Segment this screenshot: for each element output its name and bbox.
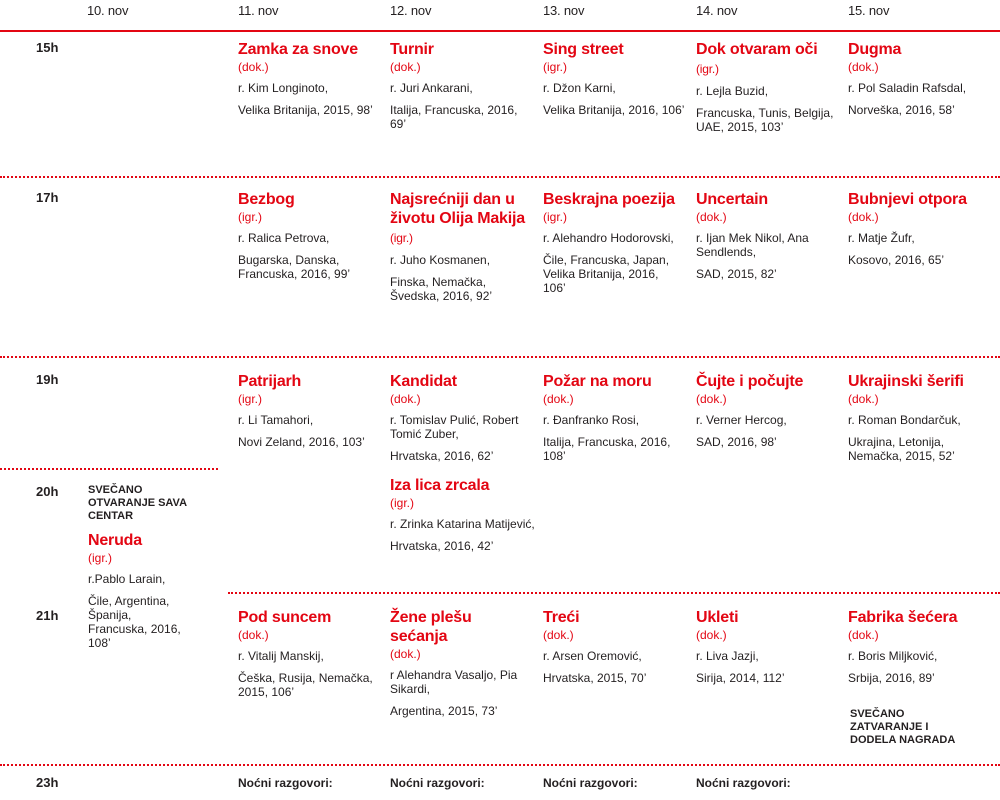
film-director: r. Arsen Oremović,: [543, 649, 642, 663]
screening-card[interactable]: [848, 608, 998, 685]
screening-card[interactable]: [543, 190, 683, 295]
film-title: Pod suncem: [238, 609, 332, 626]
film-title: Fabrika šećera: [848, 609, 958, 626]
screening-card[interactable]: [390, 476, 535, 553]
screening-card[interactable]: [238, 190, 383, 281]
date-15-nov: 15. nov: [848, 3, 890, 18]
screening-card[interactable]: [390, 372, 535, 463]
film-director: r. Roman Bondarčuk,: [848, 413, 961, 427]
film-title: Najsrećniji dan u životu Olija Makija (igr.): [390, 191, 525, 245]
film-info: Češka, Rusija, Nemačka, 2015, 106’: [238, 671, 373, 699]
film-genre: (igr.): [238, 210, 262, 224]
rule-23h: [0, 764, 1000, 766]
film-title: Beskrajna poezija: [543, 191, 675, 208]
film-title: Bezbog: [238, 191, 295, 208]
film-director: r. Ijan Mek Nikol, Ana Sendlends,: [696, 231, 809, 259]
rule-19h: [0, 356, 1000, 358]
film-director: r. Boris Miljković,: [848, 649, 938, 663]
closing-ceremony-label: SVEČANO ZATVARANJE I DODELA NAGRADA: [850, 708, 956, 746]
film-genre: (dok.): [696, 210, 727, 224]
film-genre: (igr.): [390, 231, 413, 245]
film-director: r. Matje Žufr,: [848, 231, 915, 245]
film-title: Bubnjevi otpora: [848, 191, 967, 208]
film-genre: (igr.): [238, 392, 262, 406]
film-director: r. Verner Hercog,: [696, 413, 787, 427]
film-genre: (dok.): [848, 628, 879, 642]
film-info: Srbija, 2016, 89’: [848, 671, 935, 685]
screening-card[interactable]: [543, 608, 688, 685]
film-director: r. Li Tamahori,: [238, 413, 314, 427]
film-title: Čujte i počujte: [696, 373, 804, 390]
film-title: Dok otvaram oči (igr.): [696, 41, 818, 76]
date-10-nov: 10. nov: [87, 3, 129, 18]
film-genre: (dok.): [543, 628, 574, 642]
opening-ceremony-label: SVEČANO OTVARANJE SAVA CENTAR: [88, 484, 187, 522]
film-genre: (dok.): [543, 392, 574, 406]
film-info: Velika Britanija, 2016, 106’: [543, 103, 685, 117]
screening-card[interactable]: [696, 372, 841, 449]
time-21h: 21h: [36, 608, 59, 623]
date-11-nov: 11. nov: [238, 3, 279, 18]
screening-card[interactable]: [696, 40, 836, 134]
film-info: Hrvatska, 2016, 62’: [390, 449, 494, 463]
film-title: Iza lica zrcala: [390, 477, 490, 494]
film-info: Argentina, 2015, 73’: [390, 704, 498, 718]
screening-card[interactable]: [848, 372, 998, 463]
film-director: r. Juri Ankarani,: [390, 81, 473, 95]
screening-card[interactable]: [848, 190, 998, 267]
film-info: Hrvatska, 2016, 42’: [390, 539, 494, 553]
time-19h: 19h: [36, 372, 59, 387]
film-title: Zamka za snove: [238, 41, 358, 58]
film-title: Ukrajinski šerifi: [848, 373, 964, 390]
night-talks-label: Noćni razgovori:: [696, 776, 791, 790]
film-info: Sirija, 2014, 112’: [696, 671, 785, 685]
film-genre: (dok.): [390, 392, 421, 406]
film-director: r. Pol Saladin Rafsdal,: [848, 81, 967, 95]
film-director: r. Vitalij Manskij,: [238, 649, 324, 663]
film-genre: (dok.): [848, 392, 879, 406]
film-genre: (igr.): [696, 62, 719, 76]
film-info: Italija, Francuska, 2016, 69’: [390, 103, 518, 131]
film-genre: (igr.): [543, 60, 567, 74]
film-info: SAD, 2016, 98’: [696, 435, 777, 449]
film-director: r. Ralica Petrova,: [238, 231, 330, 245]
film-title: Ukleti: [696, 609, 739, 626]
screening-card[interactable]: [543, 372, 688, 463]
film-genre: (dok.): [238, 628, 269, 642]
film-title: Požar na moru: [543, 373, 652, 390]
film-title: Turnir: [390, 41, 434, 58]
film-genre: (dok.): [238, 60, 269, 74]
screening-card[interactable]: [848, 40, 998, 117]
film-director: r. Juho Kosmanen,: [390, 253, 491, 267]
time-17h: 17h: [36, 190, 59, 205]
film-title: Dugma: [848, 41, 902, 58]
time-20h: 20h: [36, 484, 59, 499]
header-rule: [0, 30, 1000, 32]
film-director: r. Džon Karni,: [543, 81, 616, 95]
screening-card[interactable]: [238, 608, 383, 699]
film-title: Kandidat: [390, 373, 457, 390]
film-genre: (dok.): [848, 210, 879, 224]
film-genre: (dok.): [848, 60, 879, 74]
film-title: Patrijarh: [238, 373, 302, 390]
film-director: r. Lejla Buzid,: [696, 84, 769, 98]
screening-card[interactable]: [238, 372, 383, 449]
film-genre: (dok.): [390, 60, 421, 74]
film-director: r. Tomislav Pulić, Robert Tomić Zuber,: [390, 413, 519, 441]
film-genre: (igr.): [390, 496, 414, 510]
date-14-nov: 14. nov: [696, 3, 738, 18]
night-talks-label: Noćni razgovori:: [543, 776, 638, 790]
film-info: Hrvatska, 2015, 70’: [543, 671, 647, 685]
film-director: r.Pablo Larain,: [88, 572, 166, 586]
rule-20h: [0, 468, 218, 470]
film-genre: (igr.): [88, 551, 112, 565]
screening-card[interactable]: [238, 40, 383, 117]
film-director: r Alehandra Vasaljo, Pia Sikardi,: [390, 668, 518, 696]
night-talks-label: Noćni razgovori:: [238, 776, 333, 790]
film-info: Čile, Francuska, Japan, Velika Britanija, 2016, 106’: [543, 253, 670, 295]
rule-17h: [0, 176, 1000, 178]
screening-card[interactable]: [696, 608, 841, 685]
film-genre: (igr.): [543, 210, 567, 224]
screening-card[interactable]: [390, 190, 530, 303]
film-info: Italija, Francuska, 2016, 108’: [543, 435, 671, 463]
night-talks-label: Noćni razgovori:: [390, 776, 485, 790]
date-12-nov: 12. nov: [390, 3, 432, 18]
film-genre: (dok.): [696, 392, 727, 406]
film-director: r. Liva Jazji,: [696, 649, 759, 663]
film-info: Ukrajina, Letonija, Nemačka, 2015, 52’: [848, 435, 955, 463]
film-info: Finska, Nemačka, Švedska, 2016, 92’: [390, 275, 493, 303]
screening-card[interactable]: [543, 40, 688, 117]
screening-card[interactable]: [696, 190, 841, 281]
film-title: Žene plešu sećanja: [390, 609, 472, 645]
screening-card[interactable]: [390, 40, 535, 131]
time-15h: 15h: [36, 40, 59, 55]
film-title: Neruda: [88, 532, 142, 549]
film-director: r. Alehandro Hodorovski,: [543, 231, 674, 245]
film-director: r. Đanfranko Rosi,: [543, 413, 640, 427]
film-info: Velika Britanija, 2015, 98’: [238, 103, 373, 117]
rule-21h: [228, 592, 1000, 594]
screening-card[interactable]: [390, 608, 520, 718]
time-23h: 23h: [36, 775, 59, 790]
film-title: Sing street: [543, 41, 624, 58]
film-info: Norveška, 2016, 58’: [848, 103, 955, 117]
film-info: SAD, 2015, 82’: [696, 267, 777, 281]
film-director: r. Zrinka Katarina Matijević,: [390, 517, 535, 531]
film-info: Novi Zeland, 2016, 103’: [238, 435, 365, 449]
film-title: Treći: [543, 609, 580, 626]
date-13-nov: 13. nov: [543, 3, 585, 18]
film-info: Čile, Argentina, Španija, Francuska, 2016, 108’: [88, 594, 181, 650]
film-director: r. Kim Longinoto,: [238, 81, 329, 95]
opening-screening-card[interactable]: [88, 484, 188, 650]
film-info: Bugarska, Danska, Francuska, 2016, 99’: [238, 253, 351, 281]
film-genre: (dok.): [696, 628, 727, 642]
film-genre: (dok.): [390, 647, 421, 661]
film-info: Francuska, Tunis, Belgija, UAE, 2015, 103’: [696, 106, 834, 134]
film-title: Uncertain: [696, 191, 768, 208]
film-info: Kosovo, 2016, 65’: [848, 253, 945, 267]
